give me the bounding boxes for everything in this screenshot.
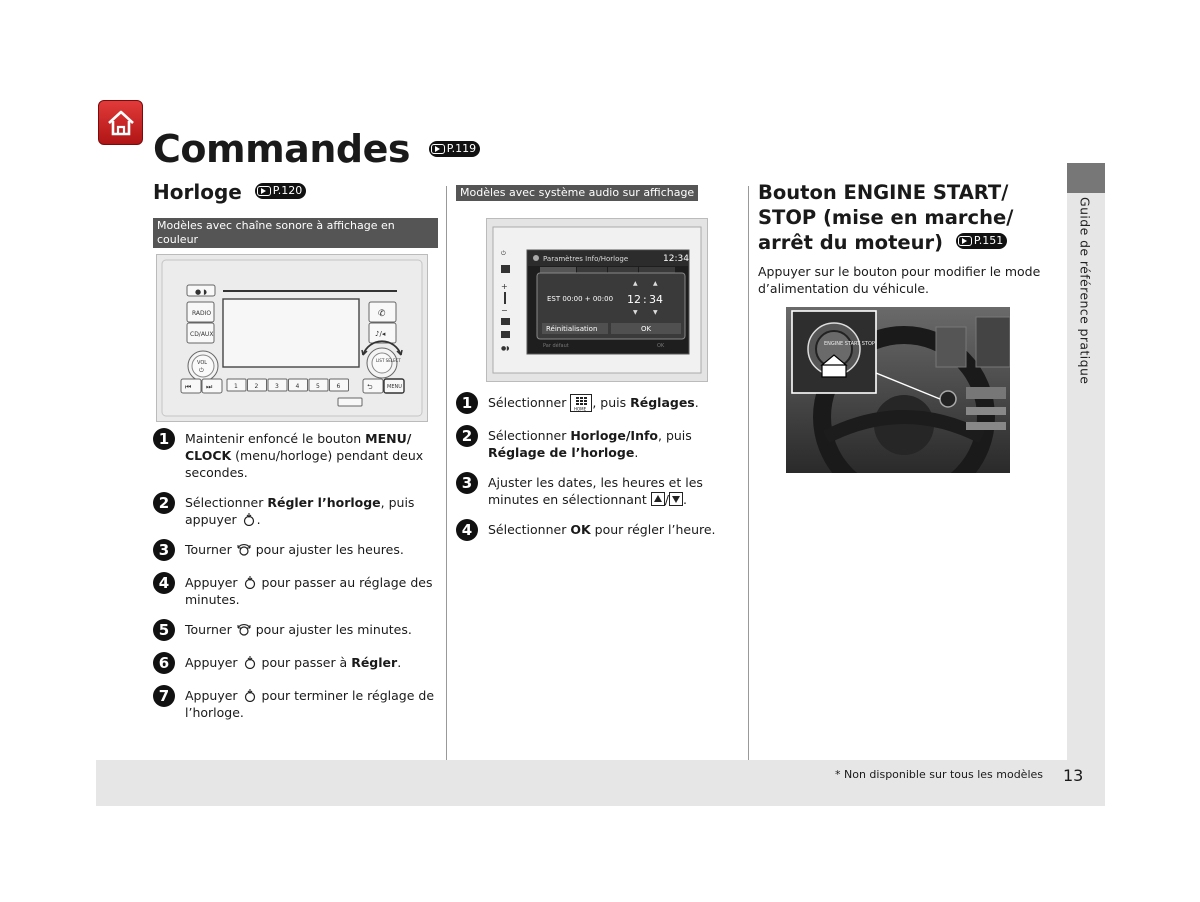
clock-section <box>153 180 438 248</box>
svg-text:▼: ▼ <box>633 309 638 316</box>
svg-text:−: − <box>501 306 508 315</box>
step-text: Appuyer pour terminer le réglage de l’horloge. <box>185 688 435 720</box>
display-audio-illustration <box>486 218 708 382</box>
preset-button-label: 2 <box>254 383 259 390</box>
step-emphasis: Régler l’horloge <box>267 495 381 510</box>
engine-start-heading: Bouton ENGINE START/ STOP (mise en marche/ arrêt du moteur) P.151 <box>758 181 1014 254</box>
press-knob-icon <box>242 655 258 669</box>
clock-heading: Horloge P.120 <box>153 180 438 205</box>
home-button[interactable] <box>98 100 143 145</box>
instruction-step <box>153 494 438 528</box>
step-number-badge: 4 <box>153 572 175 594</box>
column-divider <box>446 186 447 760</box>
step-emphasis: Réglages <box>630 395 695 410</box>
step-number-badge: 2 <box>456 425 478 447</box>
home-grid-icon <box>570 394 592 412</box>
step-emphasis: Régler <box>351 655 398 670</box>
svg-text:✆: ✆ <box>378 309 386 319</box>
instruction-step <box>456 394 741 414</box>
default-label: Par défaut <box>543 343 569 349</box>
instruction-step <box>153 430 438 481</box>
ok-small-label: OK <box>657 343 665 349</box>
page-number: 13 <box>1063 766 1084 785</box>
up-arrow-icon <box>651 492 665 506</box>
instruction-step <box>153 541 438 561</box>
step-number-badge: 1 <box>153 428 175 450</box>
press-knob-icon <box>242 575 258 589</box>
title-page-ref-link[interactable]: P.119 <box>429 141 480 157</box>
preset-button-label: 3 <box>275 383 279 390</box>
timezone-value: EST 00:00 + 00:00 <box>547 295 614 303</box>
svg-text:●◗: ●◗ <box>501 345 510 352</box>
svg-text:⏻: ⏻ <box>501 250 506 257</box>
step-text: Maintenir enfoncé le bouton MENU/ CLOCK (menu/horloge) pendant deux secondes. <box>185 431 424 480</box>
column-divider <box>748 186 749 760</box>
clock-steps <box>153 430 438 734</box>
step-number-badge: 3 <box>153 539 175 561</box>
footnote: * Non disponible sur tous les modèles <box>835 768 1044 781</box>
hours-value[interactable]: 12 <box>627 293 641 306</box>
preset-button-label: 5 <box>316 383 320 390</box>
step-text: Ajuster les dates, les heures et les minutes en sélectionnant / . <box>488 475 703 507</box>
list-select-label: LIST SELECT <box>376 358 401 363</box>
engine-button-label: ENGINE START STOP <box>824 341 875 347</box>
engine-start-description: Appuyer sur le bouton pour modifier le mode d’alimentation du véhicule. <box>758 264 1041 296</box>
engine-page-ref-link[interactable]: P.151 <box>956 233 1007 249</box>
preset-button-label: 6 <box>336 383 341 390</box>
step-text: Sélectionner OK pour régler l’heure. <box>488 522 716 537</box>
instruction-step <box>456 427 741 461</box>
instruction-step <box>456 521 741 541</box>
press-knob-icon <box>241 512 257 526</box>
model-banner: Modèles avec chaîne sonore à affichage en couleur <box>153 218 438 248</box>
svg-text:▲: ▲ <box>653 280 658 287</box>
step-number-badge: 4 <box>456 519 478 541</box>
step-emphasis: OK <box>570 522 591 537</box>
svg-text:⏮: ⏮ <box>185 383 192 391</box>
step-text: Appuyer pour passer au réglage des minutes. <box>185 575 433 607</box>
side-tab-label[interactable]: Guide de référence pratique <box>1077 197 1093 385</box>
step-emphasis: Réglage de l’horloge <box>488 445 635 460</box>
preset-button-label: 4 <box>295 383 300 390</box>
svg-text:⏭: ⏭ <box>206 383 213 391</box>
reset-button-label[interactable]: Réinitialisation <box>546 325 598 333</box>
page-title <box>153 126 480 172</box>
svg-text:▼: ▼ <box>653 309 658 316</box>
ref-arrow-icon <box>431 144 445 154</box>
step-number-badge: 2 <box>153 492 175 514</box>
model-banner: Modèles avec système audio sur affichage <box>456 185 698 201</box>
step-text: Appuyer pour passer à Régler. <box>185 655 402 670</box>
rotate-knob-icon <box>236 542 252 556</box>
step-text: Tourner pour ajuster les heures. <box>185 542 404 557</box>
page-title-text: Commandes <box>153 127 410 171</box>
rotate-knob-icon <box>236 622 252 636</box>
screen-title: Paramètres Info/Horloge <box>543 255 629 263</box>
instruction-step <box>456 474 741 508</box>
minutes-value[interactable]: 34 <box>649 293 663 306</box>
audio-unit-illustration <box>156 254 428 422</box>
instruction-step <box>153 654 438 674</box>
footer-bar <box>96 760 1105 806</box>
screen-clock: 12:34 <box>663 254 689 264</box>
step-text: Sélectionner HOME , puis Réglages. <box>488 395 699 412</box>
ref-arrow-icon <box>257 186 271 196</box>
svg-text:+: + <box>501 282 508 291</box>
menu-button-label: MENU <box>387 384 402 390</box>
step-number-badge: 1 <box>456 392 478 414</box>
svg-text:HOME: HOME <box>574 406 587 412</box>
svg-text:♪/◂: ♪/◂ <box>375 330 386 338</box>
cdaux-button-label: CD/AUX <box>190 331 214 338</box>
display-audio-steps <box>456 394 741 554</box>
press-knob-icon <box>242 688 258 702</box>
dashboard-drawing <box>786 307 1010 473</box>
engine-start-section <box>758 180 1058 297</box>
svg-text:▲: ▲ <box>633 280 638 287</box>
audio-unit-drawing <box>157 255 427 421</box>
step-emphasis: MENU/ CLOCK <box>185 431 412 463</box>
svg-text::: : <box>643 293 647 306</box>
instruction-step <box>153 621 438 641</box>
down-arrow-icon <box>669 492 683 506</box>
step-text: Sélectionner Régler l’horloge, puis appuyer . <box>185 495 415 527</box>
display-audio-drawing <box>487 219 707 381</box>
side-tab-marker <box>1067 163 1105 193</box>
engine-button-photo <box>786 307 1010 473</box>
clock-page-ref-link[interactable]: P.120 <box>255 183 306 199</box>
ref-arrow-icon <box>958 236 972 246</box>
home-icon <box>105 107 137 139</box>
svg-text:⮌: ⮌ <box>367 383 373 391</box>
step-emphasis: Horloge/Info <box>570 428 658 443</box>
step-number-badge: 6 <box>153 652 175 674</box>
vol-knob-label: VOL <box>197 360 208 366</box>
svg-text:⏻: ⏻ <box>199 367 204 374</box>
ok-button-label[interactable]: OK <box>641 325 652 333</box>
svg-text:● ◗: ● ◗ <box>195 288 208 296</box>
preset-button-label: 1 <box>234 383 238 390</box>
step-number-badge: 5 <box>153 619 175 641</box>
step-number-badge: 7 <box>153 685 175 707</box>
radio-button-label: RADIO <box>192 310 212 317</box>
step-text: Tourner pour ajuster les minutes. <box>185 622 412 637</box>
instruction-step <box>153 574 438 608</box>
step-text: Sélectionner Horloge/Info, puis Réglage de l’horloge. <box>488 428 692 460</box>
display-audio-section <box>456 181 741 201</box>
instruction-step <box>153 687 438 721</box>
step-number-badge: 3 <box>456 472 478 494</box>
